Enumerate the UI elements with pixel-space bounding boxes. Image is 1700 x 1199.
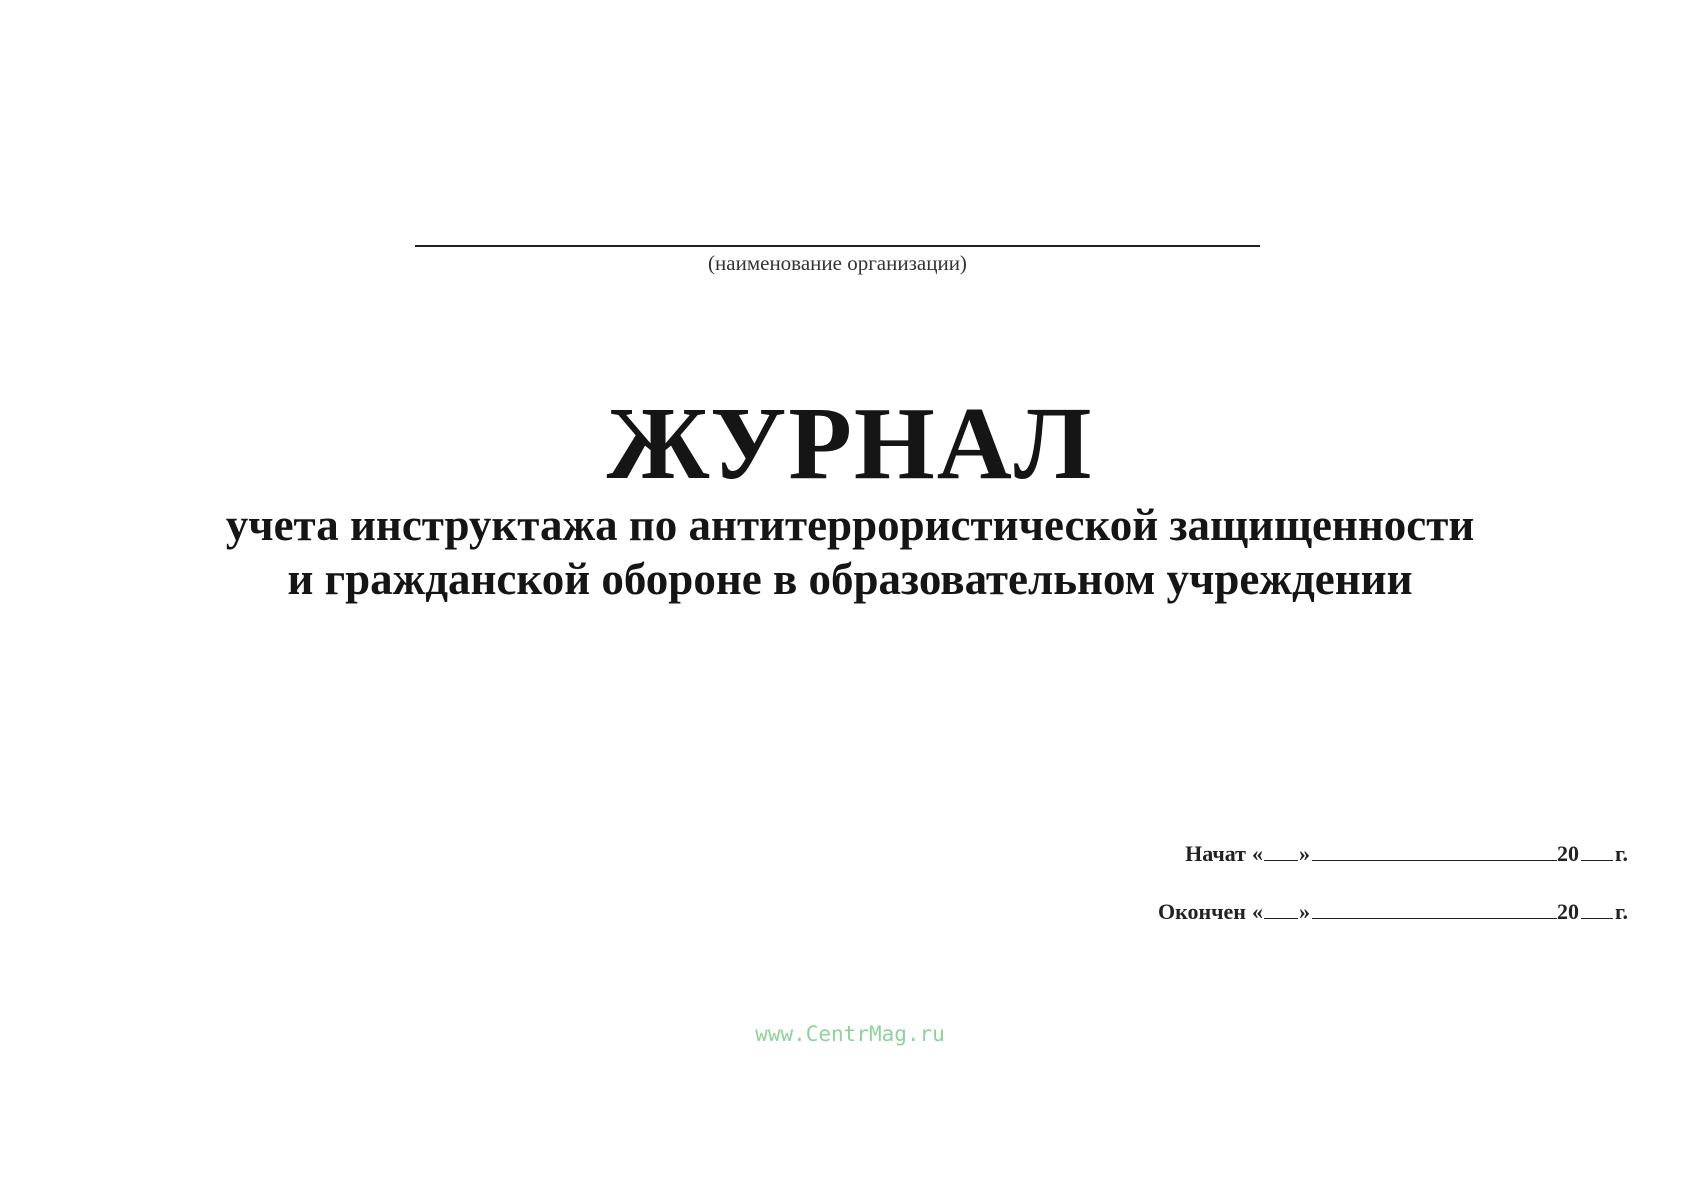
ended-year-prefix: 20	[1556, 899, 1579, 924]
ended-close-quote: »	[1298, 899, 1310, 924]
started-month-blank	[1312, 840, 1557, 861]
date-row-ended	[1108, 898, 1628, 930]
started-close-quote: »	[1298, 841, 1310, 866]
started-year-blank	[1581, 840, 1613, 861]
watermark: www.CentrMag.ru	[755, 1022, 945, 1046]
subtitle-line-2: и гражданской обороне в образовательном учреждении	[287, 554, 1413, 604]
started-year-suffix: г.	[1614, 841, 1628, 866]
started-year-prefix: 20	[1556, 841, 1579, 866]
subtitle-line-1: учета инструктажа по антитеррористической защищенности	[225, 500, 1475, 550]
journal-title: ЖУРНАЛ	[606, 386, 1094, 501]
date-row-started	[1108, 840, 1628, 872]
ended-month-blank	[1312, 898, 1557, 919]
ended-day-blank	[1264, 898, 1298, 919]
organization-name-line	[415, 245, 1260, 247]
started-open-quote: «	[1251, 841, 1263, 866]
started-day-blank	[1264, 840, 1298, 861]
ended-open-quote: «	[1251, 899, 1263, 924]
started-label: Начат	[1185, 841, 1246, 866]
organization-caption: (наименование организации)	[708, 251, 967, 275]
ended-year-blank	[1581, 898, 1613, 919]
journal-subtitle	[0, 498, 1700, 606]
ended-year-suffix: г.	[1614, 899, 1628, 924]
date-block	[1108, 840, 1628, 956]
ended-label: Окончен	[1157, 899, 1246, 924]
